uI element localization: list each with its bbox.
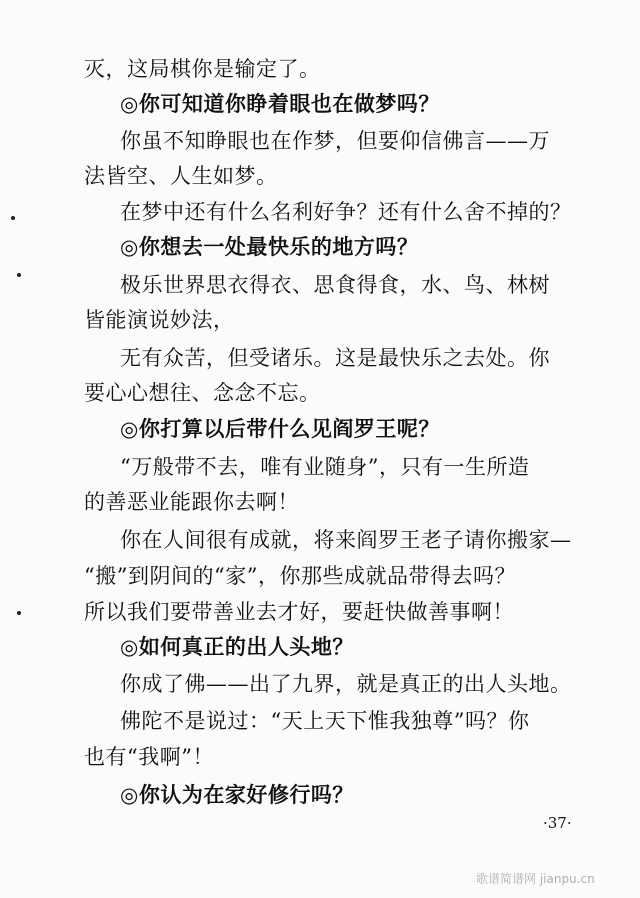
watermark: 歌谱简谱网 jianpu.cn [476, 872, 595, 886]
text-line: 所以我们要带善业去才好，要赶快做善事啊！ [84, 600, 514, 624]
question-heading: ◎你打算以后带什么见阎罗王呢？ [120, 417, 440, 441]
scan-speck [17, 273, 21, 277]
text-line: 你在人间很有成就，将来阎罗王老子请你搬家— [120, 528, 572, 552]
question-heading: ◎你想去一处最快乐的地方吗？ [120, 235, 419, 259]
text-line: 皆能演说妙法， [84, 308, 235, 332]
text-line: 法皆空、人生如梦。 [84, 164, 278, 188]
text-line: “搬”到阴间的“家”，你那些成就品带得去吗？ [84, 564, 516, 588]
text-line: 也有“我啊”！ [84, 745, 214, 769]
text-line: 你虽不知睁眼也在作梦，但要仰信佛言——万 [120, 129, 550, 153]
text-line: 佛陀不是说过：“天上天下惟我独尊”吗？你 [120, 709, 530, 733]
text-line: 极乐世界思衣得衣、思食得食，水、鸟、林树 [120, 273, 550, 297]
text-line: 要心心想往、念念不忘。 [84, 381, 321, 405]
text-line: 的善恶业能跟你去啊！ [84, 490, 299, 514]
text-line: 在梦中还有什么名利好争？还有什么舍不掉的？ [120, 200, 572, 224]
page-number: ·37· [543, 814, 572, 832]
question-heading: ◎你可知道你睁着眼也在做梦吗？ [120, 92, 440, 116]
text-line: 你成了佛——出了九界，就是真正的出人头地。 [120, 672, 572, 696]
scan-speck [17, 611, 21, 615]
text-line: 无有众苦，但受诸乐。这是最快乐之去处。你 [120, 346, 550, 370]
question-heading: ◎如何真正的出人头地？ [120, 635, 354, 659]
text-line: 灭，这局棋你是输定了。 [84, 57, 321, 81]
scan-speck [11, 216, 15, 220]
text-line: “万般带不去，唯有业随身”，只有一生所造 [120, 455, 530, 479]
question-heading: ◎你认为在家好修行吗？ [120, 783, 354, 807]
